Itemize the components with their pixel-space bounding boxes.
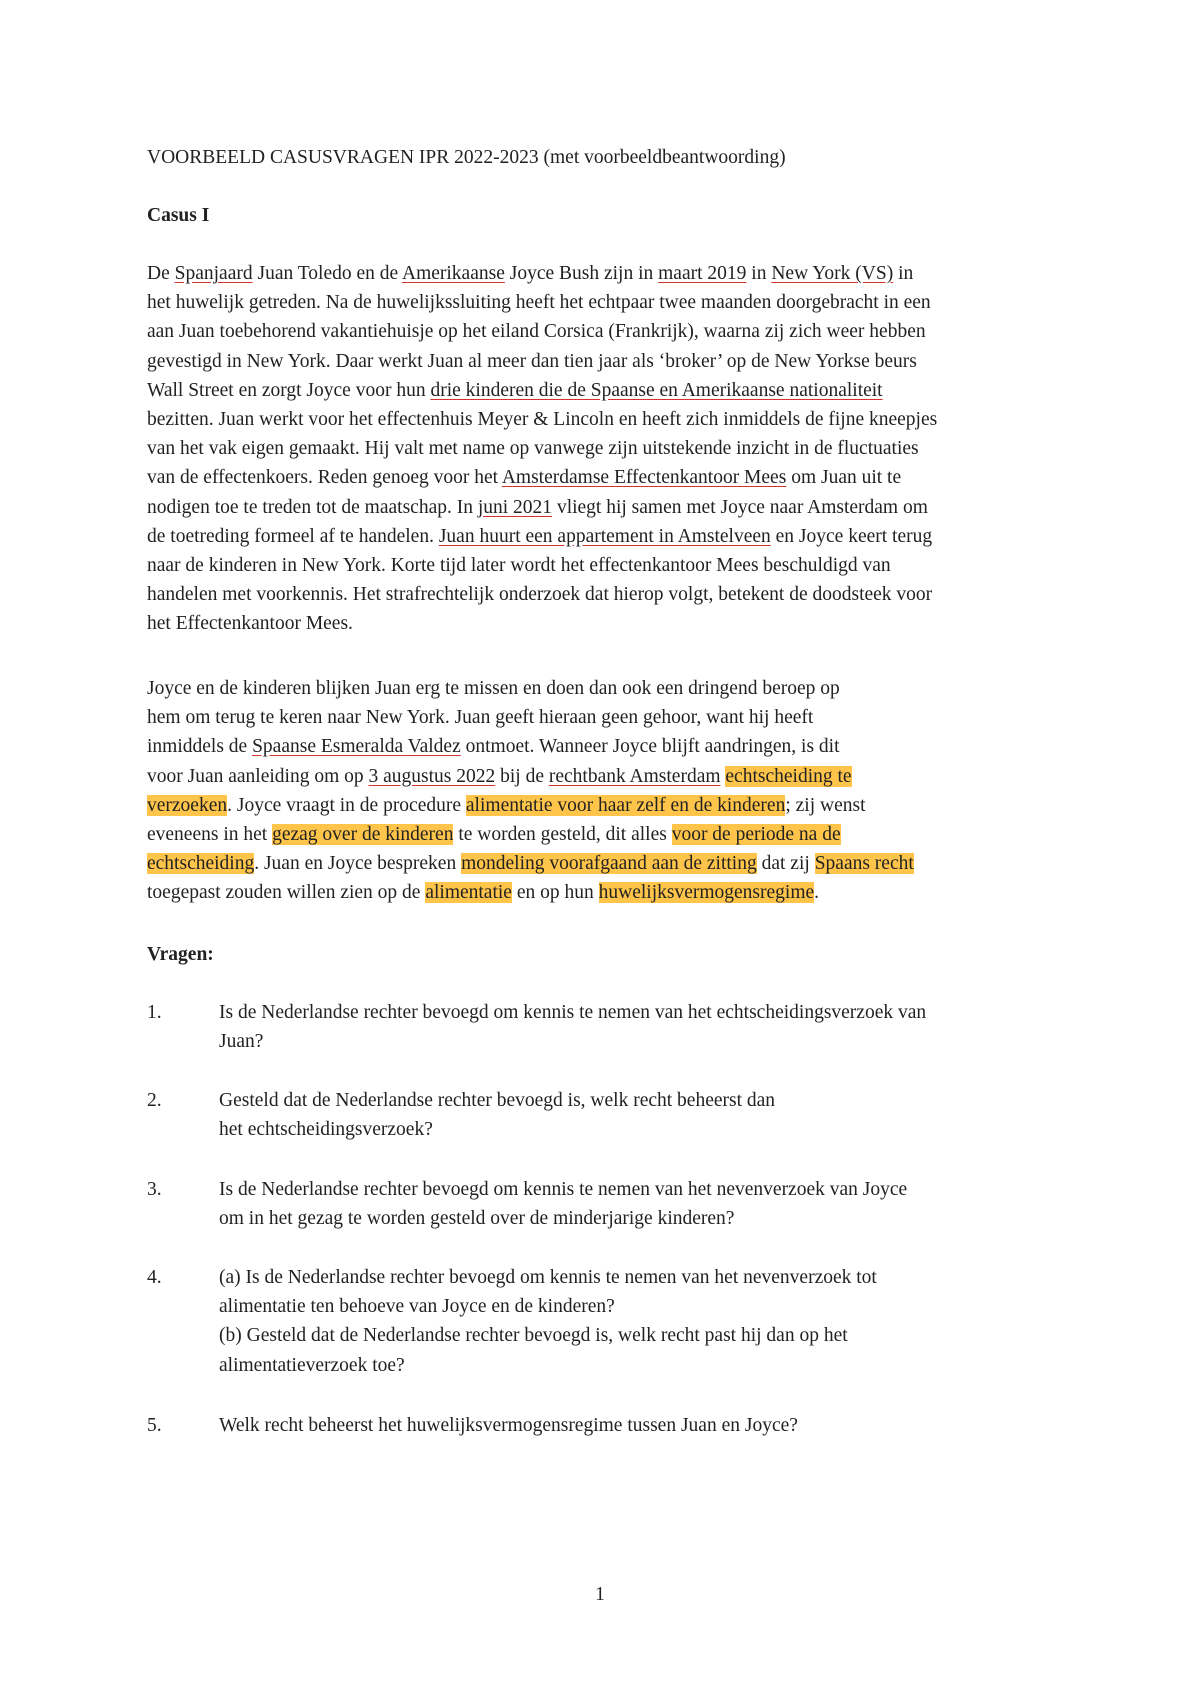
text-run: bij de	[495, 765, 549, 787]
spellcheck-underlined-text: Amerikaanse	[401, 263, 505, 284]
text-line	[147, 820, 1067, 849]
text-run: Juan Toledo en de	[252, 263, 402, 284]
page-number: 1	[595, 1584, 605, 1605]
text-line	[147, 674, 1067, 703]
question-text: (a) Is de Nederlandse rechter bevoegd om kennis te nemen van het nevenverzoek tot	[219, 1267, 877, 1288]
question-number: 5.	[147, 1415, 162, 1436]
spellcheck-underlined-text: rechtbank Amsterdam	[548, 765, 721, 787]
text-run: inmiddels de	[147, 736, 253, 758]
question-text: Is de Nederlandse rechter bevoegd om kennis te nemen van het nevenverzoek van Joyce	[219, 1179, 908, 1200]
text-run: De	[147, 263, 175, 284]
spellcheck-underlined-text: Spanjaard	[174, 263, 253, 284]
text-line	[147, 434, 1067, 463]
text-run: ontmoet. Wanneer Joyce blijft aandringen, is dit	[460, 736, 840, 758]
text-run: om Juan uit te	[786, 467, 902, 489]
text-line	[147, 259, 1067, 288]
text-run: Joyce en de kinderen blijken Juan erg te missen en doen dan ook een dringend beroep op	[147, 678, 840, 699]
text-run: het huwelijk getreden. Na de huwelijkssluiting heeft het echtpaar twee maanden doorgebracht in een	[147, 292, 931, 314]
text-run: . Juan en Joyce bespreken	[254, 853, 462, 875]
text-line	[147, 317, 1067, 346]
case-heading: Casus I	[147, 205, 210, 226]
highlighted-text: alimentatie	[425, 882, 512, 904]
question-text: Gesteld dat de Nederlandse rechter bevoegd is, welk recht beheerst dan	[219, 1090, 776, 1111]
text-run: aan Juan toebehorend vakantiehuisje op het eiland Corsica (Frankrijk), waarna zij zich weer hebben	[147, 321, 926, 343]
text-run: bezitten. Juan werkt voor het effectenhuis Meyer & Lincoln en heeft zich inmiddels de fijne kneepjes	[147, 408, 938, 430]
text-run: hem om terug te keren naar New York. Juan geeft hieraan geen gehoor, want hij heeft	[147, 707, 814, 729]
spellcheck-underlined-text: maart 2019	[658, 263, 747, 284]
question-number: 2.	[147, 1090, 162, 1111]
question-text: om in het gezag te worden gesteld over de minderjarige kinderen?	[219, 1208, 735, 1230]
question-number: 4.	[147, 1267, 162, 1288]
text-line	[147, 288, 1067, 317]
text-run: in	[746, 263, 772, 284]
highlighted-text: Spaans recht	[814, 853, 914, 875]
highlighted-text: mondeling voorafgaand aan de zitting	[461, 853, 757, 875]
text-run: vliegt hij samen met Joyce naar Amsterdam om	[552, 496, 928, 518]
text-line	[147, 522, 1067, 551]
case-paragraph-1	[147, 259, 1067, 638]
text-line	[147, 878, 1067, 907]
highlighted-text: huwelijksvermogensregime	[598, 882, 815, 904]
text-run: handelen met voorkennis. Het strafrechtelijk onderzoek dat hierop volgt, betekent de doodsteek voor	[147, 584, 933, 606]
text-line	[147, 609, 1067, 638]
question-text: Juan?	[219, 1031, 264, 1053]
spellcheck-underlined-text: 3 augustus 2022	[368, 765, 496, 787]
text-run: voor Juan aanleiding om op	[147, 765, 369, 787]
highlighted-text: voor de periode na de	[671, 823, 841, 845]
question-text: Is de Nederlandse rechter bevoegd om kennis te nemen van het echtscheidingsverzoek van	[219, 1002, 927, 1023]
text-run: nodigen toe te treden tot de maatschap. In	[147, 496, 478, 518]
text-line	[147, 762, 1067, 791]
text-line	[147, 551, 1067, 580]
spellcheck-underlined-text: juni 2021	[477, 496, 553, 518]
text-run: Joyce Bush zijn in	[504, 263, 659, 284]
questions-heading: Vragen:	[147, 944, 214, 965]
highlighted-text: echtscheiding	[147, 853, 255, 875]
text-line	[147, 703, 1067, 732]
text-run: ; zij wenst	[785, 794, 866, 816]
text-line	[147, 580, 1067, 609]
text-line	[147, 376, 1067, 405]
question-text: (b) Gesteld dat de Nederlandse rechter bevoegd is, welk recht past hij dan op het	[219, 1325, 848, 1347]
document-title: VOORBEELD CASUSVRAGEN IPR 2022-2023 (met voorbeeldbeantwoording)	[147, 147, 786, 168]
highlighted-text: gezag over de kinderen	[272, 823, 454, 845]
question-text: het echtscheidingsverzoek?	[219, 1119, 433, 1141]
text-run: en op hun	[511, 882, 599, 904]
text-run: .	[814, 882, 820, 904]
text-run: te worden gesteld, dit alles	[453, 823, 672, 845]
text-run: Wall Street en zorgt Joyce voor hun	[147, 379, 431, 401]
case-paragraph-2	[147, 674, 1067, 908]
text-line	[147, 791, 1067, 820]
text-run: gevestigd in New York. Daar werkt Juan al meer dan tien jaar als ‘broker’ op de New Yorkse beurs	[147, 350, 917, 372]
spellcheck-underlined-text: Spaanse Esmeralda Valdez	[252, 736, 461, 758]
text-run: . Joyce vraagt in de procedure	[227, 794, 466, 816]
question-text: alimentatie ten behoeve van Joyce en de kinderen?	[219, 1296, 615, 1318]
question-number: 1.	[147, 1002, 162, 1023]
text-line	[147, 732, 1067, 761]
spellcheck-underlined-text: Amsterdamse Effectenkantoor Mees	[501, 467, 787, 489]
text-run: en Joyce keert terug	[770, 525, 933, 547]
text-run: de toetreding formeel af te handelen.	[147, 525, 439, 547]
highlighted-text: echtscheiding te	[725, 765, 852, 787]
text-line	[147, 405, 1067, 434]
text-run: in	[893, 263, 914, 284]
text-line	[147, 493, 1067, 522]
text-line	[147, 849, 1067, 878]
text-run: toegepast zouden willen zien op de	[147, 882, 426, 904]
spellcheck-underlined-text: drie kinderen die de Spaanse en Amerikaanse nationaliteit	[430, 379, 883, 401]
text-run: het Effectenkantoor Mees.	[147, 613, 353, 635]
question-text: alimentatieverzoek toe?	[219, 1354, 405, 1376]
text-run: van de effectenkoers. Reden genoeg voor het	[147, 467, 502, 489]
text-run: dat zij	[756, 853, 815, 875]
text-run: van het vak eigen gemaakt. Hij valt met name op vanwege zijn uitstekende inzicht in de fluctuaties	[147, 438, 919, 460]
highlighted-text: alimentatie voor haar zelf en de kinderen	[465, 794, 786, 816]
spellcheck-underlined-text: New York (VS)	[771, 263, 894, 284]
question-number: 3.	[147, 1179, 162, 1200]
highlighted-text: verzoeken	[147, 794, 228, 816]
question-text: Welk recht beheerst het huwelijksvermogensregime tussen Juan en Joyce?	[219, 1415, 798, 1436]
text-line	[147, 463, 1067, 492]
text-run: naar de kinderen in New York. Korte tijd later wordt het effectenkantoor Mees beschuldigd van	[147, 554, 891, 576]
text-run: eveneens in het	[147, 823, 273, 845]
spellcheck-underlined-text: Juan huurt een appartement in Amstelveen	[438, 525, 771, 547]
text-line	[147, 347, 1067, 376]
